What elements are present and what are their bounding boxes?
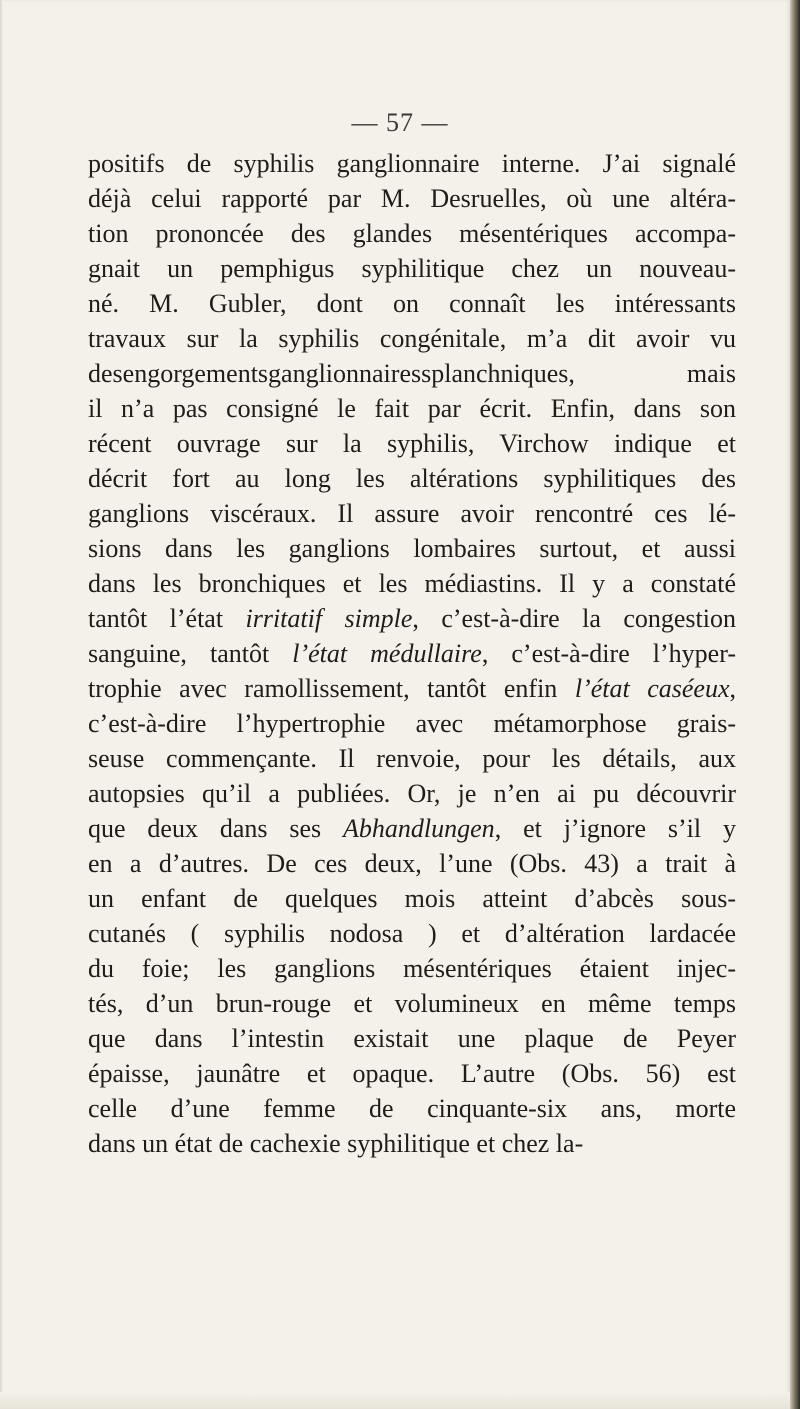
text-line-3: tion prononcée des glandes mésentériques accompa- bbox=[88, 219, 736, 248]
text-line-23: cutanés ( syphilis nodosa ) et d’altération lardacée bbox=[88, 919, 736, 948]
text-line-4: gnait un pemphigus syphilitique chez un nouveau- bbox=[88, 254, 736, 283]
text-line-21: en a d’autres. De ces deux, l’une (Obs. 43) a trait à bbox=[88, 849, 736, 878]
text-line-18: seuse commençante. Il renvoie, pour les détails, aux bbox=[88, 744, 736, 773]
text-line-27: épaisse, jaunâtre et opaque. L’autre (Obs. 56) est bbox=[88, 1059, 736, 1088]
text-line-2: déjà celui rapporté par M. Desruelles, où une altéra- bbox=[88, 184, 736, 213]
text-line-13: dans les bronchiques et les médiastins. Il y a constaté bbox=[88, 569, 736, 598]
text-line-15-part-a: sanguine, tantôt bbox=[88, 639, 293, 668]
text-line-5: né. M. Gubler, dont on connaît les intéressants bbox=[88, 289, 736, 318]
text-line-26: que dans l’intestin existait une plaque de Peyer bbox=[88, 1024, 736, 1053]
text-line-20 bbox=[88, 811, 736, 846]
text-line-14-part-c: , c’est-à-dire la congestion bbox=[412, 604, 736, 633]
text-line-16-part-c: , bbox=[729, 674, 736, 703]
text-line-29: dans un état de cachexie syphilitique et chez la- bbox=[88, 1129, 584, 1158]
text-line-12: sions dans les ganglions lombaires surtout, et aussi bbox=[88, 534, 736, 563]
text-line-15-part-c: , c’est-à-dire l’hyper- bbox=[481, 639, 736, 668]
text-line-6: travaux sur la syphilis congénitale, m’a dit avoir vu bbox=[88, 324, 736, 353]
text-line-1: positifs de syphilis ganglionnaire interne. J’ai signalé bbox=[88, 149, 736, 178]
page-left-edge bbox=[0, 0, 3, 1409]
text-line-11: ganglions viscéraux. Il assure avoir rencontré ces lé- bbox=[88, 499, 736, 528]
text-line-17: c’est-à-dire l’hypertrophie avec métamorphose grais- bbox=[88, 709, 736, 738]
text-line-10: décrit fort au long les altérations syphilitiques des bbox=[88, 464, 736, 493]
text-line-22: un enfant de quelques mois atteint d’abcès sous- bbox=[88, 884, 736, 913]
text-line-20-part-c: , et j’ignore s’il y bbox=[494, 814, 736, 843]
italic-term-etat-medullaire: l’état médullaire bbox=[292, 639, 482, 668]
text-line-25: tés, d’un brun-rouge et volumineux en même temps bbox=[88, 989, 736, 1018]
text-line-7: desengorgementsganglionnairessplanchniques, mais bbox=[88, 359, 736, 388]
text-line-24: du foie; les ganglions mésentériques étaient injec- bbox=[88, 954, 736, 983]
italic-term-etat-caseeux: l’état caséeux bbox=[574, 674, 730, 703]
body-text bbox=[88, 146, 736, 1161]
page-number-header: — 57 — bbox=[351, 108, 449, 137]
text-line-20-part-a: que deux dans ses bbox=[88, 814, 344, 843]
italic-term-abhandlungen: Abhandlungen bbox=[343, 814, 495, 843]
text-line-15 bbox=[88, 636, 736, 671]
text-line-9: récent ouvrage sur la syphilis, Virchow indique et bbox=[88, 429, 736, 458]
text-line-16 bbox=[88, 671, 736, 706]
text-line-19: autopsies qu’il a publiées. Or, je n’en ai pu découvrir bbox=[88, 779, 736, 808]
text-line-14 bbox=[88, 601, 736, 636]
italic-term-irritatif-simple: irritatif simple bbox=[245, 604, 413, 633]
text-line-28: celle d’une femme de cinquante-six ans, morte bbox=[88, 1094, 736, 1123]
text-line-14-part-a: tantôt l’état bbox=[88, 604, 246, 633]
book-spine-shadow bbox=[790, 0, 800, 1409]
page-bottom-edge bbox=[0, 1392, 790, 1409]
text-line-16-part-a: trophie avec ramollissement, tantôt enfin bbox=[88, 674, 575, 703]
text-line-8: il n’a pas consigné le fait par écrit. Enfin, dans son bbox=[88, 394, 736, 423]
